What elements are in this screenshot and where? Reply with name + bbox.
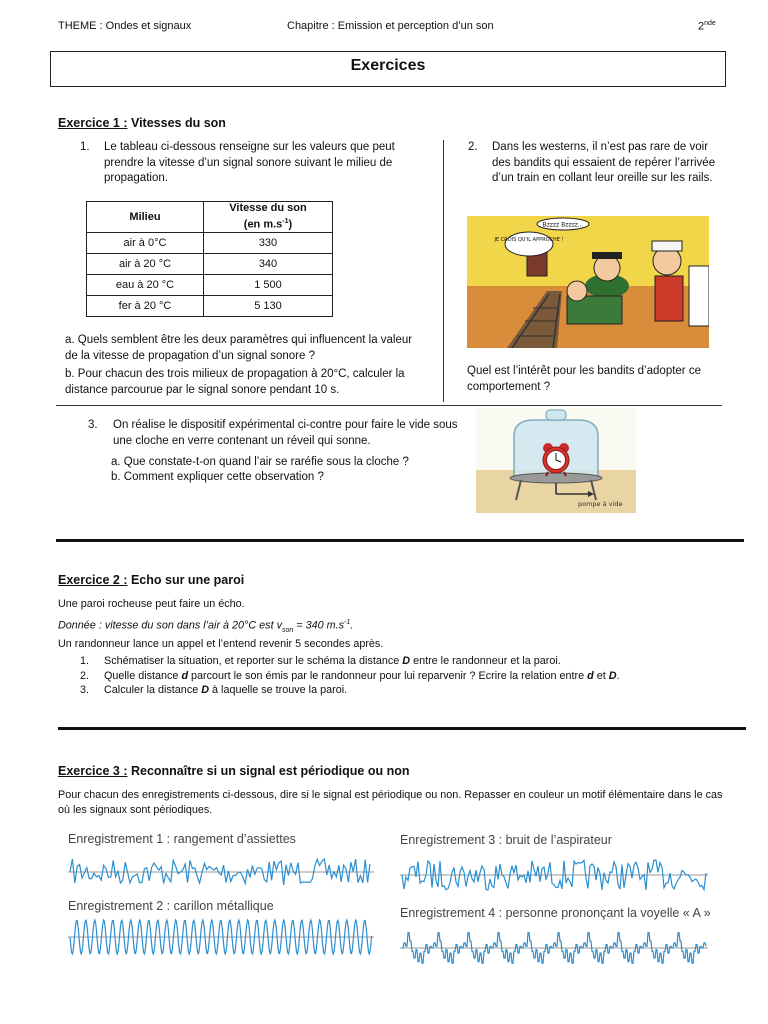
rec1-waveform	[70, 859, 370, 885]
list-item: 1. Schématiser la situation, et reporter sur le schéma la distance D entre le randonneur et la paroi.	[80, 655, 561, 667]
section-divider-2	[58, 727, 746, 730]
rec2-waveform	[70, 920, 372, 954]
header-theme: THEME : Ondes et signaux	[58, 20, 192, 32]
ex2-questions	[58, 654, 738, 698]
ex1-q1: 1. Le tableau ci-dessous renseigne sur les valeurs que peut prendre la vitesse d’un signal sonore suivant le milieu de propagation.	[80, 141, 395, 184]
section-divider-1	[56, 539, 744, 542]
ex1-qa: a. Quels semblent être les deux paramètres qui influencent la valeur de la vitesse de propagation d’un signal sonore ?	[65, 334, 413, 362]
speed-table	[86, 201, 333, 317]
comic-bubble-1: Bzzzz Bzzzz...	[542, 221, 584, 229]
ex1-q3a: a. Que constate-t-on quand l’air se raréfie sous la cloche ?	[111, 456, 409, 468]
rec3-label: Enregistrement 3 : bruit de l’aspirateur	[400, 833, 612, 847]
rec3-waveform	[402, 860, 706, 890]
pump-label: pompe à vide	[578, 500, 623, 508]
rec4-label: Enregistrement 4 : personne prononçant la voyelle « A »	[400, 906, 711, 920]
ex2-intro: Une paroi rocheuse peut faire un écho.	[58, 598, 245, 610]
ex1-q2-question: Quel est l’intérêt pour les bandits d’adopter ce comportement ?	[467, 365, 701, 393]
ex1-column-divider	[443, 140, 444, 402]
ex1-q3: 3. On réalise le dispositif expérimental ci-contre pour faire le vide sous une cloche en verre contenant un réveil qui sonne.	[88, 419, 458, 447]
ex1-title: Exercice 1 : Vitesses du son	[58, 116, 226, 130]
ex2-title: Exercice 2 : Echo sur une paroi	[58, 573, 245, 587]
rec1-label: Enregistrement 1 : rangement d’assiettes	[68, 832, 296, 846]
comic-bubble-2: JE CROIS QU'IL APPROCHE !	[494, 237, 564, 243]
page-title: Exercices	[50, 51, 726, 87]
ex1-q2: 2. Dans les westerns, il n’est pas rare de voir des bandits qui essaient de repérer l’arrivée d’un train en collant leur oreille sur les rails.	[468, 141, 716, 184]
ex3-title: Exercice 3 : Reconnaître si un signal est périodique ou non	[58, 764, 410, 778]
ex2-scenario: Un randonneur lance un appel et l’entend revenir 5 secondes après.	[58, 638, 384, 650]
list-item: 2. Quelle distance d parcourt le son émis par le randonneur pour lui reparvenir ? Ecrire la relation entre d et D.	[80, 669, 620, 682]
ex3-intro: Pour chacun des enregistrements ci-dessous, dire si le signal est périodique ou non. Repasser en couleur un motif élémentaire dans le cas où les signaux sont périodiques.	[58, 789, 723, 816]
table-row: air à 0°C 330	[87, 233, 333, 254]
table-header-vitesse: Vitesse du son (en $m.s^{-1}$)	[204, 202, 333, 233]
header-chapter: Chapitre : Emission et perception d’un son	[287, 20, 494, 32]
table-row: eau à 20 °C 1 500	[87, 275, 333, 296]
rec4-waveform	[402, 933, 706, 964]
ex1-qb: b. Pour chacun des trois milieux de propagation à 20°C, calculer la distance parcourue par le signal sonore pendant 10 s.	[65, 368, 405, 396]
ex2-donnee: Donnée : vitesse du son dans l’air à 20°C est $v_{son} = 340$ $m.s^{-1}$.	[58, 619, 354, 634]
header-level: 2nde	[698, 20, 716, 33]
ex1-q3b: b. Comment expliquer cette observation ?	[111, 471, 324, 483]
table-header-milieu: Milieu	[87, 202, 204, 233]
table-row: air à 20 °C 340	[87, 254, 333, 275]
rec2-label: Enregistrement 2 : carillon métallique	[68, 899, 274, 913]
table-row: fer à 20 °C 5 130	[87, 296, 333, 317]
bell-jar-image	[476, 408, 636, 513]
western-comic-image	[467, 216, 709, 348]
list-item: 3. Calculer la distance D à laquelle se trouve la paroi.	[80, 684, 348, 696]
ex1-row-divider	[56, 405, 722, 406]
